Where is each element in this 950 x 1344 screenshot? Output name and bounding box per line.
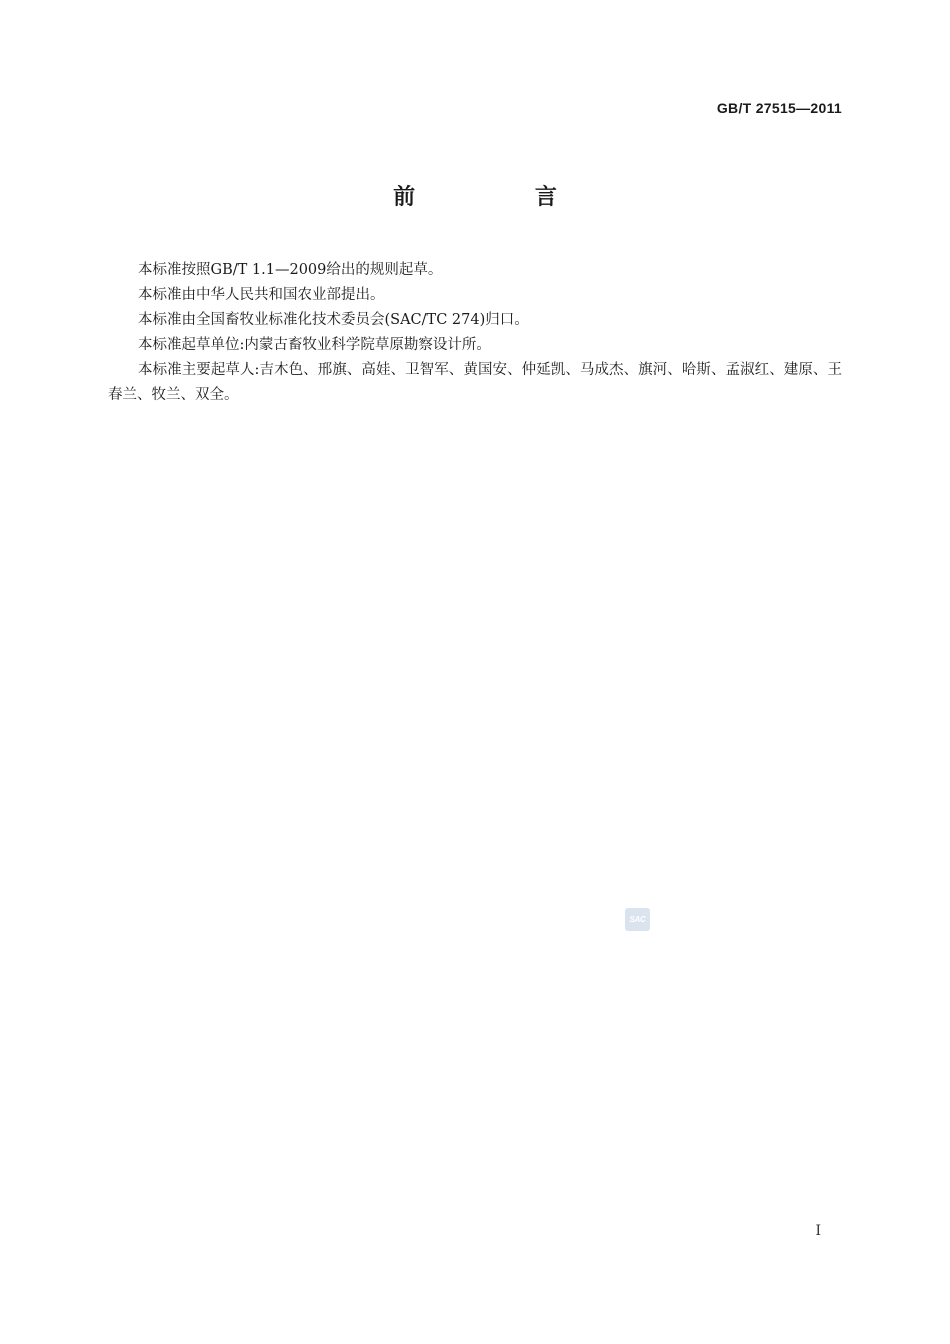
standard-code: GB/T 27515—2011 <box>716 100 842 116</box>
paragraph-drafting-unit: 本标准起草单位:内蒙古畜牧业科学院草原勘察设计所。 <box>138 337 491 353</box>
sac-watermark-logo: SAC <box>625 908 650 931</box>
page-number: I <box>815 1223 821 1239</box>
paragraph-proposer: 本标准由中华人民共和国农业部提出。 <box>138 287 385 303</box>
paragraph-drafting-rules: 本标准按照GB/T 1.1—2009给出的规则起草。 <box>138 262 443 278</box>
paragraph-committee: 本标准由全国畜牧业标准化技术委员会(SAC/TC 274)归口。 <box>138 312 529 328</box>
foreword-body <box>108 258 842 408</box>
page-title: 前 言 <box>393 185 613 210</box>
paragraph-drafters: 本标准主要起草人:吉木色、邢旗、高娃、卫智军、黄国安、仲延凯、马成杰、旗河、哈斯、孟淑红、建原、王春兰、牧兰、双全。 <box>108 362 842 403</box>
